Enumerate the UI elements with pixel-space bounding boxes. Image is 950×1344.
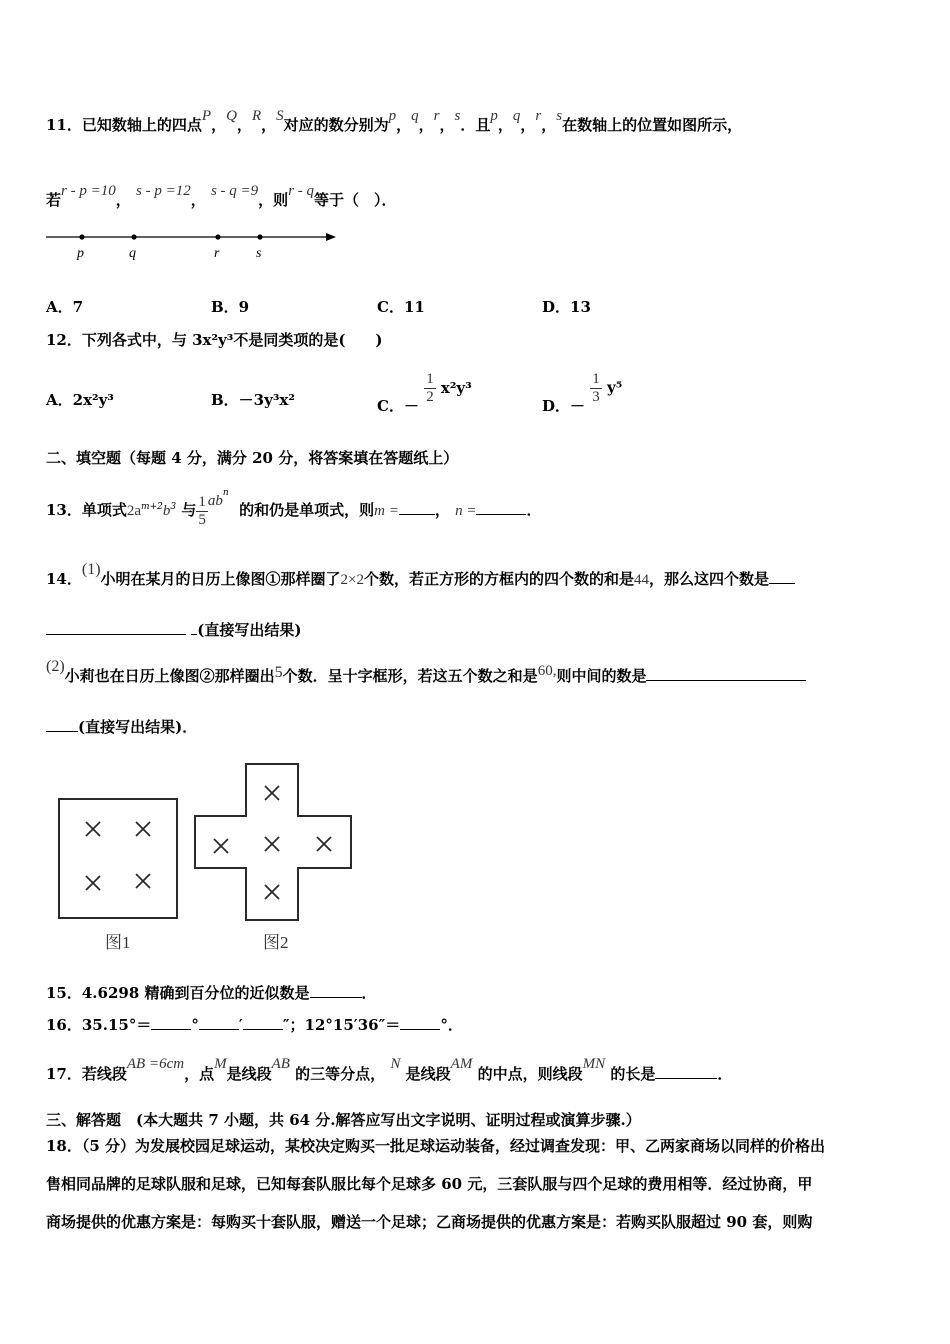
x-mark-icon xyxy=(86,822,100,836)
q16-deg-blank[interactable] xyxy=(151,1015,191,1030)
q13-line: 13．单项式$2a^{m+2}b^3$ 与 $\frac{1}{5}$ $ab^n$ 的和仍是单项式，则m = ， n = ． xyxy=(46,488,542,528)
x-mark-icon xyxy=(317,837,331,851)
x-mark-icon xyxy=(214,839,228,853)
figure1-caption: 图1 xyxy=(105,933,131,952)
q11-option-c[interactable]: C．11 xyxy=(377,298,425,316)
label-s: s xyxy=(256,246,262,261)
number-line-figure xyxy=(46,226,346,266)
figure2-caption: 图2 xyxy=(263,933,289,952)
q14-answer1-blank-a[interactable] xyxy=(769,569,795,584)
q18-line2: 售相同品牌的足球队服和足球，已知每套队服比每个足球多 60 元，三套队服与四个足球的费用相等．经过协商，甲 xyxy=(46,1175,813,1193)
point-s xyxy=(257,234,262,239)
x-mark-icon xyxy=(136,822,150,836)
x-mark-icon xyxy=(136,874,150,888)
q16-min-blank[interactable] xyxy=(199,1015,239,1030)
q17-line: 17．若线段AB =6cm，点M是线段AB 的三等分点， N 是线段AM 的中点，则线段MN 的长是 ． xyxy=(46,1056,733,1083)
q14-line1: 14．(1)小明在某月的日历上像图①那样圈了2×2个数，若正方形的方框内的四个数的和是44，那么这四个数是 xyxy=(46,569,795,590)
q15-line: 15．4.6298 精确到百分位的近似数是 ． xyxy=(46,984,377,1002)
q17-blank[interactable] xyxy=(655,1064,717,1079)
q11-option-d[interactable]: D．13 xyxy=(542,298,591,316)
q15-blank[interactable] xyxy=(310,983,362,998)
q12-option-a[interactable]: A．2x²y³ xyxy=(46,391,114,409)
point-q xyxy=(131,234,136,239)
x-mark-icon xyxy=(265,786,279,800)
q12-question: 12．下列各式中，与 3x²y³不是同类项的是( ) xyxy=(46,331,383,349)
q11-line2: 若r - p =10， s - p =12， s - q =9，则r - q等于（ ）． xyxy=(46,183,397,209)
q12-c-fraction: $\frac{1}{2}$ xyxy=(426,371,434,405)
q14-answer2-blank-b[interactable] xyxy=(46,717,78,732)
q18-line1: 18．（5 分）为发展校园足球运动，某校决定购买一批足球运动装备，经过调查发现：甲、乙两家商场以同样的价格出 xyxy=(46,1137,826,1155)
label-r: r xyxy=(214,246,220,261)
arrow-head-icon xyxy=(326,233,336,241)
point-r xyxy=(215,234,220,239)
x-mark-icon xyxy=(265,837,279,851)
q14-answer1-blank-b[interactable] xyxy=(46,620,186,635)
q13-fraction: $\frac{1}{5}$ xyxy=(198,493,206,528)
q11-option-a[interactable]: A．7 xyxy=(46,298,84,316)
q14-line3: (2)小莉也在日历上像图②那样圈出5个数．呈十字框形，若这五个数之和是60,则中间的数是 xyxy=(46,666,806,687)
q12-option-d[interactable]: D．－ $\frac{1}{3}$ y⁵ xyxy=(542,371,623,415)
q16-line: 16．35.15°＝ ° ′ ″；12°15′36″＝ °． xyxy=(46,1016,463,1034)
q14-line2: (直接写出结果) xyxy=(46,620,301,640)
q14-answer2-blank-a[interactable] xyxy=(646,666,806,681)
q16-result-blank[interactable] xyxy=(400,1015,440,1030)
section-2-heading: 二、填空题（每题 4 分，满分 20 分，将答案填在答题纸上） xyxy=(46,449,459,467)
x-mark-icon xyxy=(265,885,279,899)
q16-sec-blank[interactable] xyxy=(243,1015,283,1030)
q12-option-b[interactable]: B．－3y³x² xyxy=(211,391,295,409)
label-q: q xyxy=(129,246,136,261)
q14-line4: (直接写出结果)． xyxy=(46,717,197,737)
x-mark-icon xyxy=(86,876,100,890)
q18-line3: 商场提供的优惠方案是：每购买十套队服，赠送一个足球；乙商场提供的优惠方案是：若购买队服超过 90 套，则购 xyxy=(46,1213,813,1231)
q12-d-fraction: $\frac{1}{3}$ xyxy=(592,371,600,405)
q11-option-b[interactable]: B．9 xyxy=(211,298,250,316)
figure1-square xyxy=(59,799,177,918)
q11-line1: 11．已知数轴上的四点P，Q，R，S对应的数分别为p，q，r，s．且p，q，r，s在数轴上的位置如图所示， xyxy=(46,108,743,134)
q12-option-c[interactable]: C．－ $\frac{1}{2}$ x²y³ xyxy=(377,371,472,415)
calendar-figures xyxy=(55,760,360,955)
section-3-heading: 三、解答题 (本大题共 7 小题，共 64 分.解答应写出文字说明、证明过程或演算步骤.） xyxy=(46,1111,641,1129)
q13-n-blank[interactable] xyxy=(476,500,526,515)
label-p: p xyxy=(77,246,84,261)
point-p xyxy=(79,234,84,239)
q13-m-blank[interactable] xyxy=(399,500,435,515)
